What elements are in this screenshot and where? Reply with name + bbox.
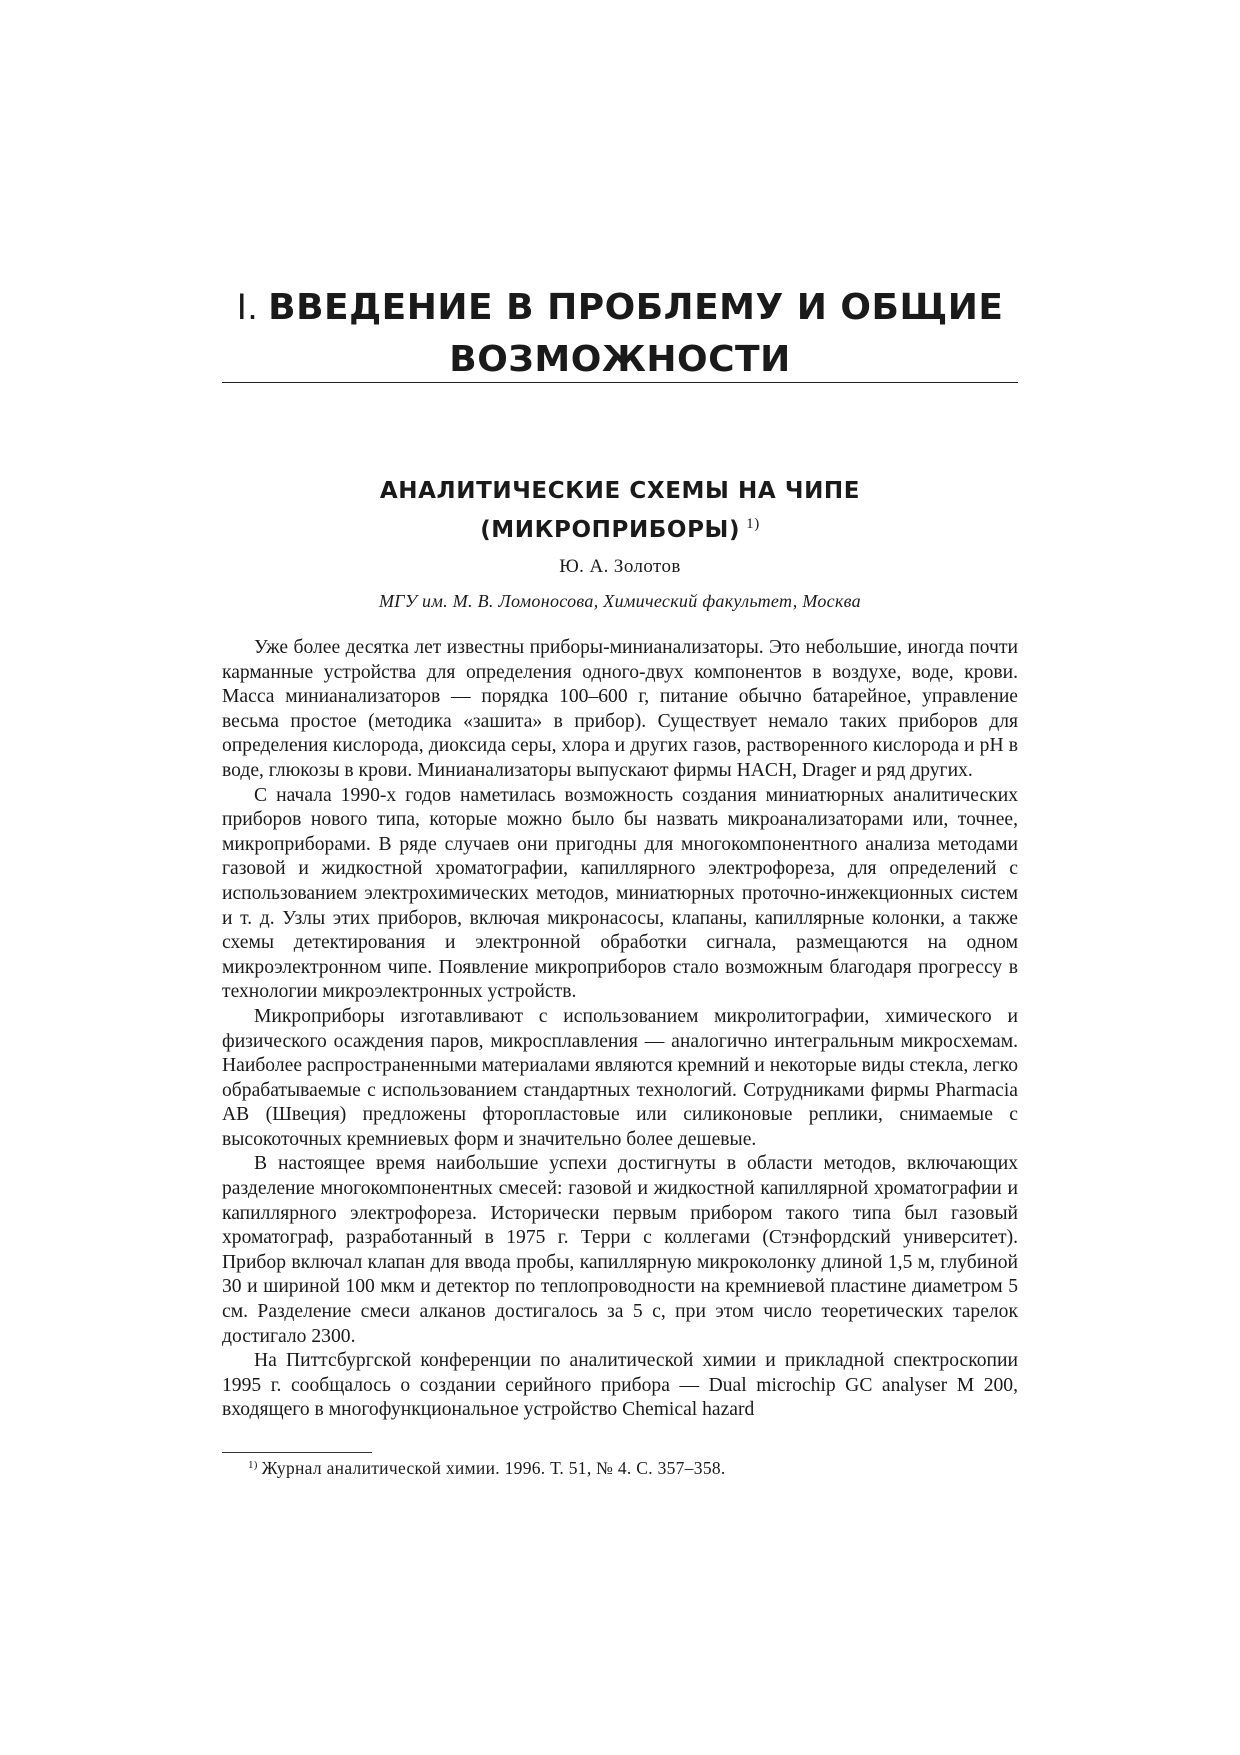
article-title bbox=[280, 475, 960, 547]
chapter-divider bbox=[222, 382, 1018, 383]
article-title-line-2-text: (МИКРОПРИБОРЫ) bbox=[480, 517, 741, 543]
body-paragraph: С начала 1990-х годов наметилась возможность создания миниатюрных аналитических приборов нового типа, которые можно было бы назвать микроанализаторами или, точнее, микроприборами. В ряде случаев они пригодны для многокомпонентного анализа методами газовой и жидкостной хроматографии, капиллярного электрофореза, для определений с использованием электрохимических методов, миниатюрных проточно-инжекционных систем и т. д. Узлы этих приборов, включая микронасосы, клапаны, капиллярные колонки, а также схемы детектирования и электронной обработки сигнала, размещаются на одном микроэлектронном чипе. Появление микроприборов стало возможным благодаря прогрессу в технологии микроэлектронных устройств. bbox=[222, 784, 1018, 1003]
article-affiliation: МГУ им. М. В. Ломоносова, Химический факультет, Москва bbox=[379, 591, 861, 611]
footnote-mark: 1) bbox=[248, 1459, 258, 1471]
body-paragraph: Микроприборы изготавливают с использованием микролитографии, химического и физического осаждения паров, микросплавления — аналогично интегральным микросхемам. Наиболее распространенными материалами являются кремний и некоторые виды стекла, легко обрабатываемые с использованием стандартных технологий. Сотрудниками фирмы Pharmacia AB (Швеция) предложены фторопластовые или силиконовые реплики, снимаемые с высокоточных кремниевых форм и значительно более дешевые. bbox=[222, 1005, 1018, 1150]
article-body bbox=[222, 636, 1018, 1423]
footnote-reference: 1) bbox=[746, 516, 760, 532]
body-paragraph: На Питтсбургской конференции по аналитической химии и прикладной спектроскопии 1995 г. сообщалось о создании серийного прибора — Dual microchip GC analyser M 200, входящего в многофункциональное устройство Chemical hazard bbox=[222, 1350, 1018, 1421]
chapter-title-line-2: ВОЗМОЖНОСТИ bbox=[449, 339, 791, 380]
chapter-title-line-1: ВВЕДЕНИЕ В ПРОБЛЕМУ И ОБЩИЕ bbox=[268, 287, 1004, 328]
footnote-text: Журнал аналитической химии. 1996. Т. 51, № 4. С. 357–358. bbox=[261, 1458, 726, 1478]
footnote bbox=[248, 1458, 1008, 1479]
article-title-line-1: АНАЛИТИЧЕСКИЕ СХЕМЫ НА ЧИПЕ bbox=[379, 478, 861, 504]
chapter-heading-line-1 bbox=[222, 281, 1018, 334]
footnote-divider bbox=[222, 1452, 372, 1453]
body-paragraph: В настоящее время наибольшие успехи достигнуты в области методов, включающих разделение многокомпонентных смесей: газовой и жидкостной капиллярной хроматографии и капиллярного электрофореза. Исторически первым прибором такого типа был газовый хроматограф, разработанный в 1975 г. Терри с коллегами (Стэнфордский университет). Прибор включал клапан для ввода пробы, капиллярную микроколонку длиной 1,5 м, глубиной 30 и шириной 100 мкм и детектор по теплопроводности на кремниевой пластине диаметром 5 см. Разделение смеси алканов достигалось за 5 с, при этом число теоретических тарелок достигало 2300. bbox=[222, 1153, 1018, 1347]
article-author: Ю. А. Золотов bbox=[559, 556, 681, 577]
chapter-number: I. bbox=[236, 286, 259, 327]
chapter-heading bbox=[222, 281, 1018, 386]
body-paragraph: Уже более десятка лет известны приборы-минианализаторы. Это небольшие, иногда почти карманные устройства для определения одного-двух компонентов в воздухе, воде, крови. Масса минианализаторов — порядка 100–600 г, питание обычно батарейное, управление весьма простое (методика «зашита» в прибор). Существует немало таких приборов для определения кислорода, диоксида серы, хлора и других газов, растворенного кислорода и pH в воде, глюкозы в крови. Минианализаторы выпускают фирмы HACH, Drager и ряд других. bbox=[222, 637, 1018, 781]
article-title-line-2 bbox=[280, 508, 960, 547]
